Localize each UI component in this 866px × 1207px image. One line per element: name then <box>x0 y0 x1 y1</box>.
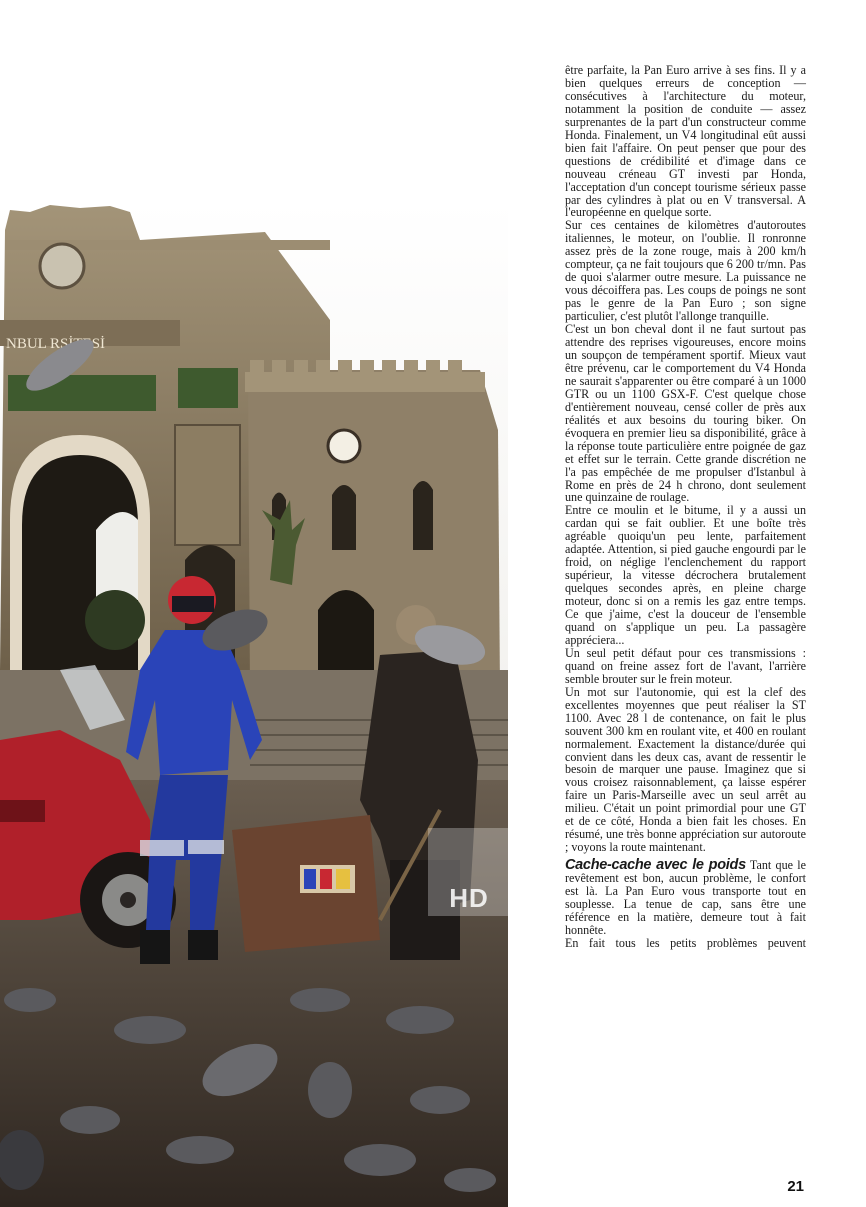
photo-illustration <box>0 200 508 1207</box>
photo-istanbul-university-gate <box>0 200 508 1207</box>
building-sign: NBUL RSİTESİ <box>6 336 106 352</box>
watermark-hd: HD <box>428 828 508 916</box>
article-paragraph: Un seul petit défaut pour ces transmissions : quand on freine assez fort de l'avant, l'arrière semble brouter sur le frein moteur. <box>565 645 806 686</box>
subhead-paragraph-text: Tant que le revêtement est bon, aucun problème, le confort est là. La Pan Euro vous transporte tout en souplesse. La tenue de cap, sans être une référence en la matière, demeure tout à fait honnête. <box>565 858 806 937</box>
final-paragraph: En fait tous les petits problèmes peuvent <box>565 935 806 950</box>
article-paragraph: Entre ce moulin et le bitume, il y a aussi un cardan qui se fait oublier. Et une boîte très agréable quoiqu'un peu lente, parfaitement adaptée. Attention, si pied gauche engourdi par le froid, on néglige l'enclenchement du rapport supérieur, la vitesse décrochera brutalement quelques secondes après, en pleine charge moteur, donc si on a remis les gaz entre temps. Ce que j'aime, c'est la douceur de l'ensemble quand on s'applique un peu. La passagère appréciera... <box>565 503 806 647</box>
article-paragraph: C'est un bon cheval dont il ne faut surtout pas attendre des reprises vigoureuses, encore moins un soupçon de tempérament sportif. Mieux vaut être prévenu, car le comportement du V4 Honda ne saurait s'apparenter ou être comparé à un 1000 GTR ou un 1100 GSX-F. C'est quelque chose d'entièrement nouveau, censé coller de près aux réalités et aux besoins du touring biker. On évoquera en premier lieu sa disponibilité, grâce à la réponse toute particulière entre poignée de gaz et effet sur le terrain. Cette grande discrétion ne l'a pas empêchée de me propulser d'Istanbul à Rome en près de 24 h chrono, dont seulement une quinzaine de roulage. <box>565 322 806 505</box>
page-number: 21 <box>787 1178 804 1195</box>
article-column <box>565 64 806 950</box>
subhead-paragraph <box>565 859 806 937</box>
article-paragraph: Sur ces centaines de kilomètres d'autoroutes italiennes, le moteur, on l'oublie. Il ronronne assez près de la zone rouge, mais à 200 km/h compteur, ça ne fait toujours que 6 200 tr/mn. Pas de quoi s'alarmer outre mesure. La puissance ne vous décoiffera pas. Les coups de poings ne sont pas le genre de la Pan Euro ; son signe particulier, c'est plutôt l'allonge tranquille. <box>565 218 807 324</box>
chestnut-cart <box>232 815 380 952</box>
article-paragraph: Un mot sur l'autonomie, qui est la clef des excellentes moyennes que peut réaliser la ST 1100. Avec 28 l de contenance, on fait le plus souvent 300 km en roulant vite, et 400 en roulant normalement. Exactement la distance/durée qui convient dans les deux cas, avant de ressentir le besoin de marquer une pause. Imaginez que si vous croisez raisonnablement, ça laisse espérer faire un Paris-Marseille avec un seul arrêt au milieu. C'était un point primordial pour une GT et de ce côté, Honda a bien fait les choses. En résumé, une très bonne appréciation sur autoroute ; voyons la route maintenant. <box>565 684 806 855</box>
section-subhead: Cache-cache avec le poids <box>565 857 746 874</box>
article-paragraph: être parfaite, la Pan Euro arrive à ses fins. Il y a bien quelques erreurs de conception — consécutives à l'architecture du moteur, notamment la position de conduite — assez surprenantes de la part d'un constructeur comme Honda. Finalement, un V4 longitudinal eût aussi bien fait l'affaire. On peut penser que pour des questions de crédibilité et d'image dans ce nouveau créneau GT investi par Honda, l'acceptation d'un concept tourisme sérieux passe par des cylindres à plat ou en V transversal. A l'européenne en quelque sorte. <box>565 63 806 220</box>
